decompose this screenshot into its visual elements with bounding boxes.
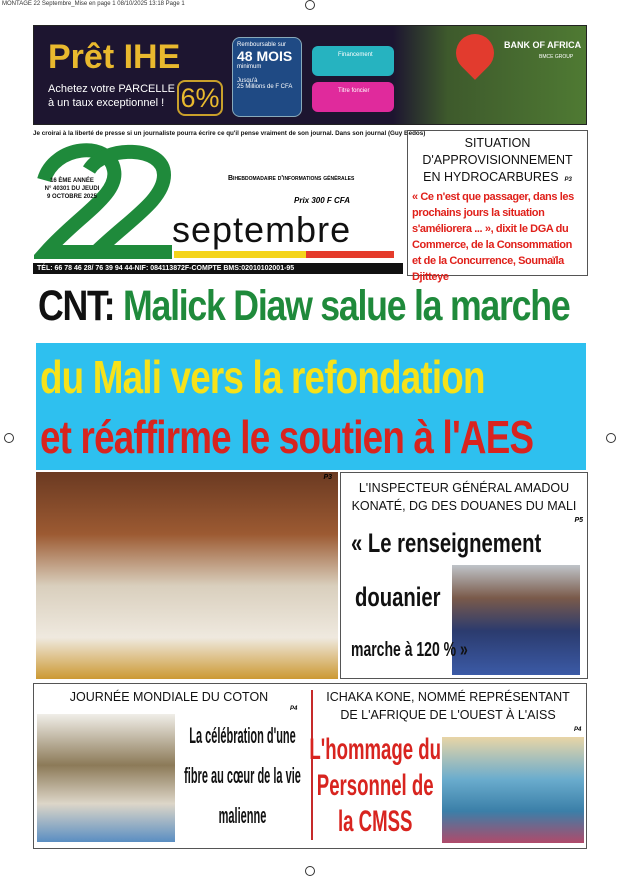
konate-photo [452, 565, 580, 675]
cotton-photo [37, 714, 175, 842]
registration-mark-icon [305, 866, 315, 876]
masthead-quote: Je croirai à la liberté de presse si un journaliste pourra écrire ce qu'il pense vraiment de son journal. Dans son journal (Guy Bedos) [33, 130, 426, 137]
registration-mark-icon [305, 0, 315, 10]
cotton-title[interactable]: La célébration d'une fibre au cœur de la vie malienne [184, 723, 301, 828]
issue-info: 16 ÈME ANNÉE N° 40301 DU JEUDI 9 OCTOBRE 2025 [44, 178, 100, 200]
main-headline-line3[interactable]: et réaffirme le soutien à l'AES [40, 411, 534, 463]
malick-diaw-photo [36, 472, 338, 679]
ad-financing: Financement [312, 46, 394, 76]
price: Prix 300 F CFA [294, 196, 351, 205]
page-ref: P5 [574, 517, 583, 524]
cmss-group-photo [442, 737, 584, 843]
story-heading: L'INSPECTEUR GÉNÉRAL AMADOU KONATÉ, DG DES DOUANES DU MALI [351, 481, 577, 513]
bottom-stories [33, 683, 587, 849]
ad-rate: 6% [177, 80, 223, 116]
logo-22-icon [34, 140, 174, 262]
bank-group: BMCE GROUP [539, 54, 574, 60]
logo-name: septembre [172, 209, 352, 250]
cmss-title[interactable]: L'hommage du Personnel de la CMSS [309, 733, 441, 838]
side-story-fuel[interactable]: SITUATION D'APPROVISIONNEMENT EN HYDROCARBURES P3 « Ce n'est que passager, dans les prochains jours la situation s'améliorera ... », dixit le DGA du Commerce, de la Consommation et de la Concurrence, Soumaïla Djitteye [407, 130, 588, 276]
ad-title-deed: Titre foncier [312, 82, 394, 112]
tagline: Bihebdomadaire d'informations générales [228, 175, 355, 182]
ad-title: Prêt IHE [48, 38, 181, 76]
customs-story[interactable]: L'INSPECTEUR GÉNÉRAL AMADOU KONATÉ, DG DES DOUANES DU MALI P5 « Le renseignement douanier marche à 120 % » [340, 472, 588, 679]
ad-terms: Remboursable sur 48 MOIS minimum Jusqu'à 25 Millions de F CFA [232, 37, 302, 117]
contact-bar: TÉL: 66 78 46 28/ 76 39 94 44-NIF: 084113872F-COMPTE BMS:02010102001-95 [33, 263, 403, 274]
page-ref: P4 [574, 727, 582, 733]
main-headline-line2[interactable]: du Mali vers la refondation [40, 351, 485, 403]
location-pin-icon [448, 26, 502, 80]
ad-subtitle: Achetez votre PARCELLE à un taux exceptionnel ! [48, 83, 175, 109]
bank-advertisement[interactable] [33, 25, 587, 125]
registration-mark-icon [606, 433, 616, 443]
flag-stripe [174, 251, 394, 258]
side-story-quote: « Ce n'est que passager, dans les prochains jours la situation s'améliorera ... », dixit le DGA du Commerce, de la Consommation et de la Concurrence, Soumaïla Djitteye [412, 191, 574, 283]
print-slug: MONTAGE 22 Septembre_Mise en page 1 08/10/2025 13:18 Page 1 [2, 1, 185, 7]
page-ref: P3 [564, 177, 572, 183]
bank-logo: BANK OF AFRICA [504, 40, 582, 50]
page-ref: P4 [290, 706, 298, 712]
cmss-heading[interactable]: ICHAKA KONE, NOMMÉ REPRÉSENTANT DE L'AFRIQUE DE L'OUEST À L'AISS [326, 690, 570, 722]
registration-mark-icon [4, 433, 14, 443]
page-ref: P3 [323, 474, 332, 481]
main-headline-line1[interactable]: CNT: Malick Diaw salue la marche [38, 282, 570, 330]
cotton-heading[interactable]: JOURNÉE MONDIALE DU COTON [69, 690, 269, 704]
